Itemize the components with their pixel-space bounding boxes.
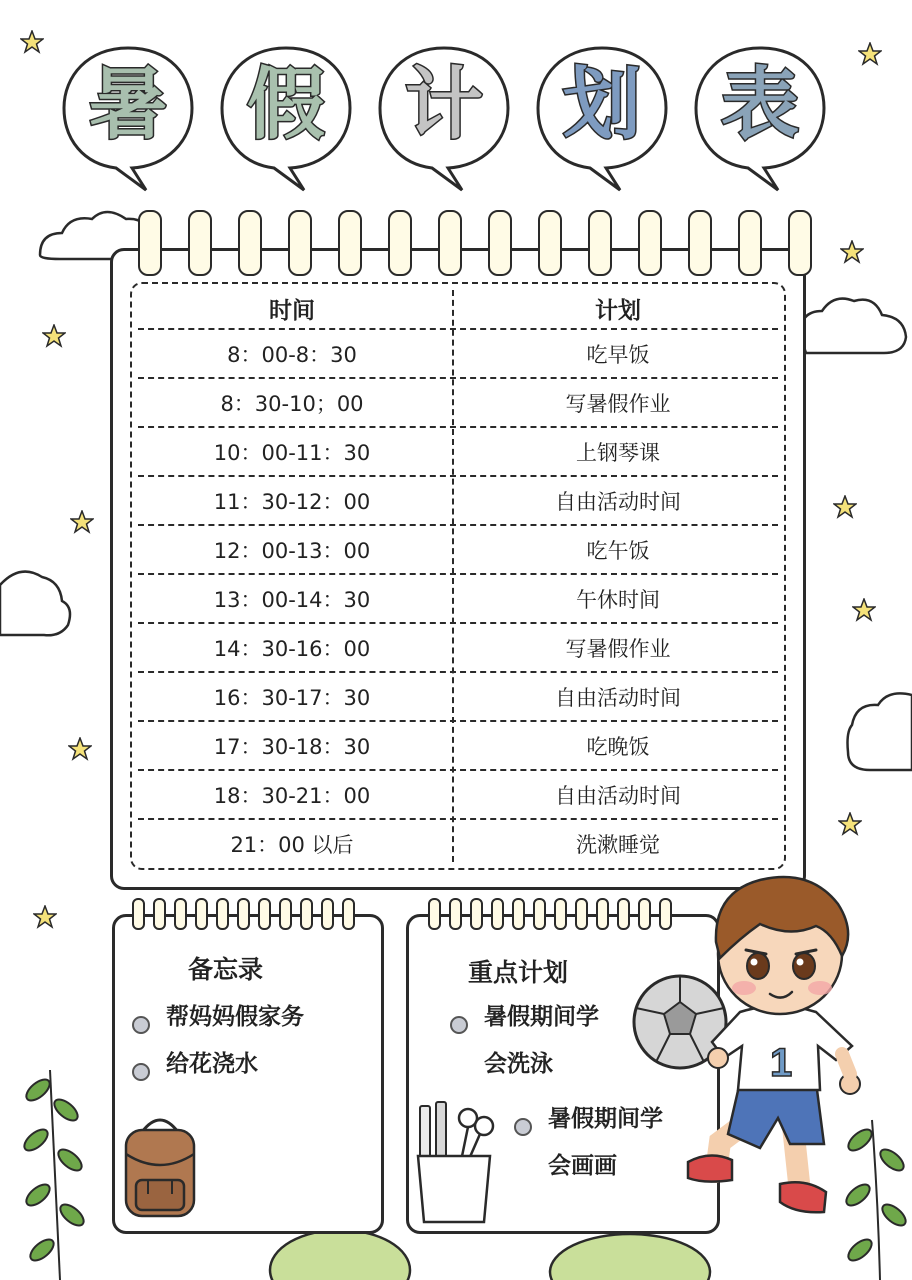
title-char: 假 [246,60,325,150]
header-plan: 计划 [595,298,641,324]
row-time: 12：00-13：00 [213,538,371,563]
boy-soccer-illustration [620,862,900,1242]
key-plan-item-line: 会画画 [548,1153,617,1179]
row-plan: 洗漱睡觉 [576,832,660,857]
title-bubble [374,42,514,170]
title-char: 暑 [88,60,167,150]
row-time: 11：30-12：00 [213,489,371,514]
star-icon [858,42,882,66]
binder-ring [554,898,567,930]
row-plan: 写暑假作业 [565,391,671,416]
cloud-icon [800,299,906,353]
binder-ring [491,898,504,930]
binder-ring [216,898,229,930]
table-row [132,623,784,672]
table-row [132,672,784,721]
title-char: 计 [404,60,483,150]
table-row [132,427,784,476]
binder-ring [449,898,462,930]
title-bubble [58,42,198,170]
memo-card-rings [132,898,355,930]
memo-item-text: 帮妈妈假家务 [166,1004,304,1030]
binder-ring [195,898,208,930]
key-plan-item-line: 暑假期间学 [484,1004,599,1030]
binder-ring [512,898,525,930]
binder-ring [258,898,271,930]
binder-ring [188,210,212,276]
table-row [132,329,784,378]
title-bubble [690,42,830,170]
star-icon [42,324,66,348]
pencil-cup-icon [412,1100,502,1228]
row-plan: 写暑假作业 [565,636,671,661]
binder-ring [388,210,412,276]
table-row [132,819,784,868]
memo-title: 备忘录 [188,955,264,984]
row-plan: 午休时间 [576,587,660,612]
binder-ring [153,898,166,930]
bullet-icon [450,1016,468,1034]
key-plan-item-line: 会洗泳 [484,1051,553,1077]
star-icon [20,30,44,54]
binder-ring [596,898,609,930]
row-plan: 自由活动时间 [555,489,681,514]
binder-ring [575,898,588,930]
table-header-row [132,284,784,333]
row-plan: 自由活动时间 [555,685,681,710]
table-row [132,574,784,623]
key-plan-title: 重点计划 [468,958,569,987]
page-title [50,30,840,190]
schedule-table [130,282,786,870]
star-icon [838,812,862,836]
row-plan: 吃晚饭 [586,734,650,759]
binder-ring [138,210,162,276]
binder-ring [638,210,662,276]
binder-ring [132,898,145,930]
binder-ring [470,898,483,930]
row-plan: 上钢琴课 [576,440,660,465]
jersey-number: 1 [770,1041,793,1085]
row-time: 16：30-17：30 [213,685,371,710]
memo-item-text: 给花浇水 [166,1051,258,1077]
binder-ring [288,210,312,276]
star-icon [33,905,57,929]
binder-ring [538,210,562,276]
binder-ring [238,210,262,276]
row-plan: 吃午饭 [586,538,650,563]
title-bubble [532,42,672,170]
memo-item [132,1051,258,1088]
binder-ring [174,898,187,930]
bullet-icon [132,1063,150,1081]
binder-ring [788,210,812,276]
star-icon [68,737,92,761]
memo-item [132,1004,304,1041]
cloud-icon [848,693,912,770]
header-time: 时间 [269,298,315,324]
row-time: 17：30-18：30 [213,734,371,759]
star-icon [840,240,864,264]
binder-ring [533,898,546,930]
schedule-card-rings [138,210,812,276]
binder-ring [588,210,612,276]
bush [270,1230,410,1280]
binder-ring [237,898,250,930]
title-bubble [216,42,356,170]
table-row [132,476,784,525]
title-char: 划 [562,60,641,150]
binder-ring [428,898,441,930]
binder-ring [321,898,334,930]
table-row [132,721,784,770]
row-time: 10：00-11：30 [213,440,371,465]
binder-ring [338,210,362,276]
key-plan-item-line: 暑假期间学 [548,1106,663,1132]
row-time: 18：30-21：00 [213,783,371,808]
table-row [132,770,784,819]
leaf-branch [21,1070,87,1280]
star-icon [70,510,94,534]
row-time: 8：30-10；00 [220,391,364,416]
bullet-icon [132,1016,150,1034]
star-icon [833,495,857,519]
binder-ring [279,898,292,930]
table-row [132,378,784,427]
row-plan: 自由活动时间 [555,783,681,808]
bullet-icon [514,1118,532,1136]
binder-ring [300,898,313,930]
row-plan: 吃早饭 [586,342,650,367]
star-icon [852,598,876,622]
binder-ring [738,210,762,276]
title-char: 表 [720,60,799,150]
binder-ring [438,210,462,276]
row-time: 8：00-8：30 [227,342,357,367]
key-plan-item [450,1004,630,1088]
row-time: 13：00-14：30 [213,587,371,612]
cloud-icon [0,572,70,636]
binder-ring [688,210,712,276]
backpack-icon [120,1110,200,1220]
binder-ring [342,898,355,930]
row-time: 14：30-16：00 [213,636,371,661]
row-time: 21：00 以后 [230,832,354,857]
binder-ring [488,210,512,276]
table-row [132,525,784,574]
key-plan-item-text [484,994,599,1088]
